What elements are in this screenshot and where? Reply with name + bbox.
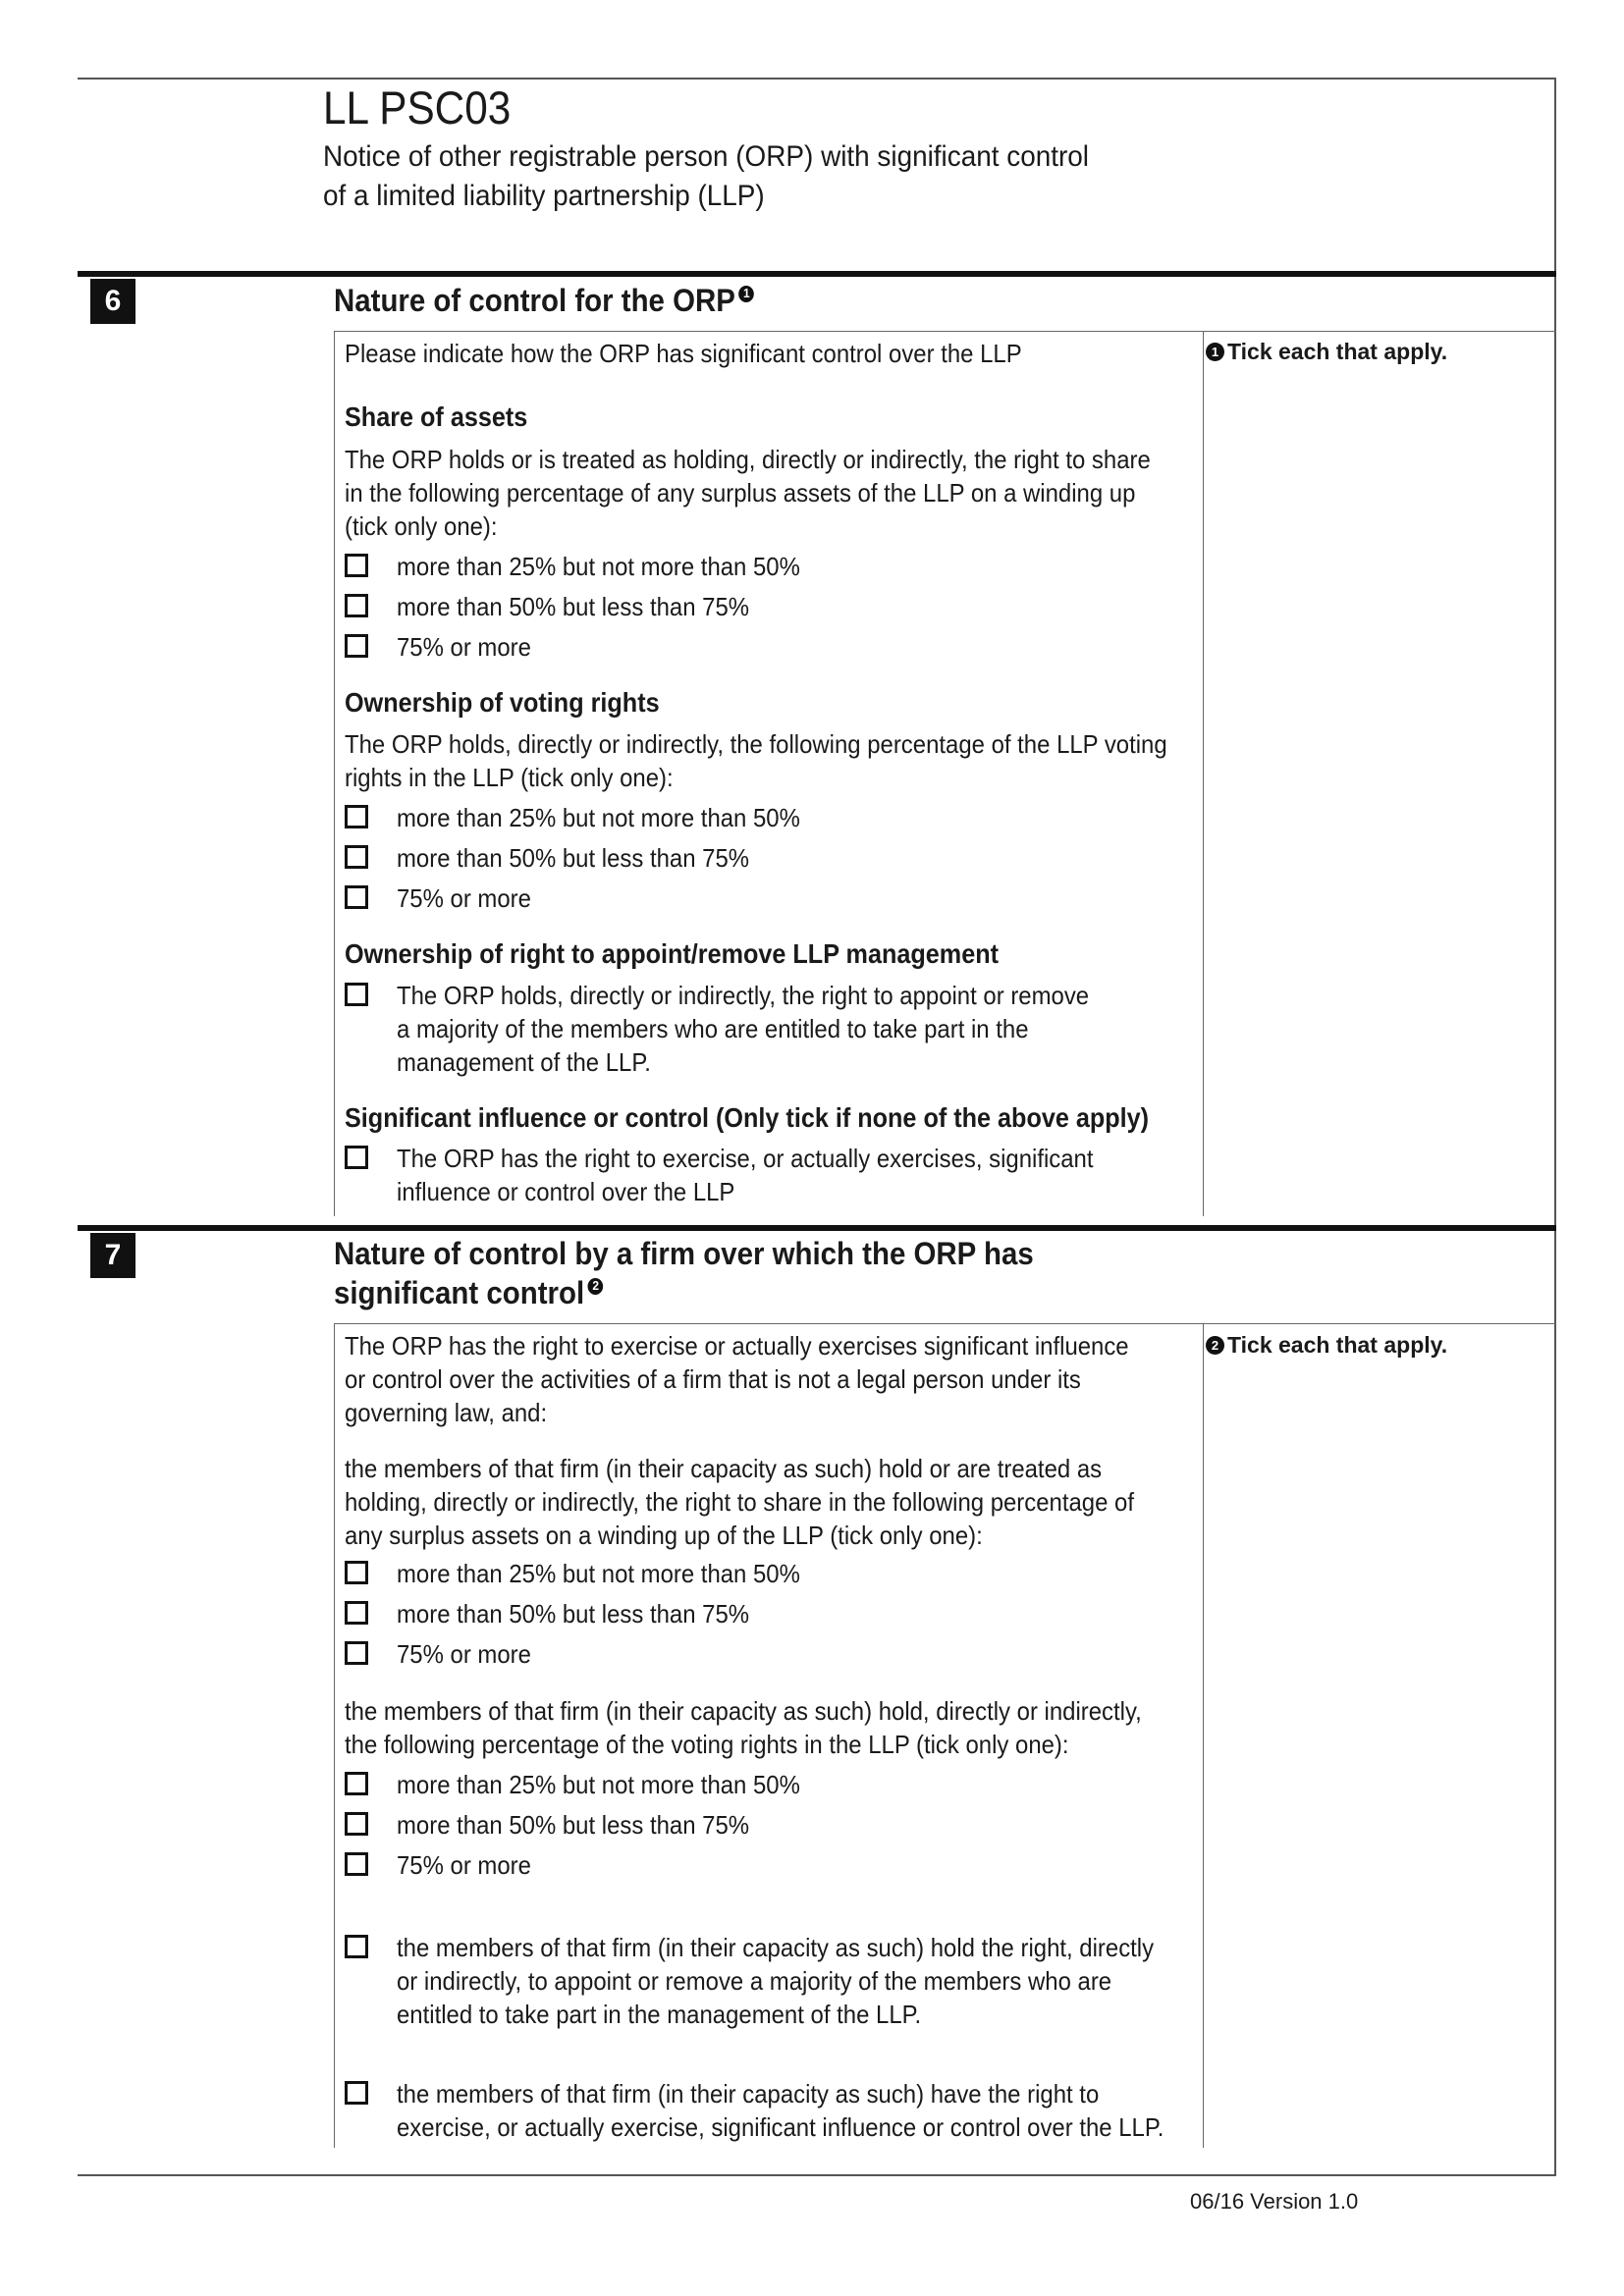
appoint-remove-heading: Ownership of right to appoint/remove LLP management	[345, 938, 1000, 969]
option-label: 75% or more	[397, 883, 531, 913]
text-line: in the following percentage of any surplus assets of the LLP on a winding up	[345, 478, 1136, 507]
text-line: management of the LLP.	[397, 1047, 651, 1077]
option-label: more than 25% but not more than 50%	[397, 1559, 800, 1588]
section-7-title	[334, 1234, 1034, 1312]
option-label: 75% or more	[397, 632, 531, 662]
option-label: more than 50% but less than 75%	[397, 1599, 750, 1629]
checkbox[interactable]	[345, 1812, 368, 1836]
assets-option-25-50[interactable]	[345, 550, 836, 583]
note-1-marker: 1	[739, 286, 755, 302]
firm-assets-option-75-plus[interactable]	[345, 1637, 543, 1671]
text-line: holding, directly or indirectly, the right to share in the following percentage of	[345, 1487, 1134, 1517]
section-6-rule	[78, 271, 1556, 277]
section-7-intro	[345, 1329, 1129, 1429]
section-6-intro: Please indicate how the ORP has significant control over the LLP	[345, 339, 1022, 368]
option-label	[397, 2077, 1164, 2144]
form-title-line: Notice of other registrable person (ORP) with significant control	[323, 140, 1089, 173]
voting-option-25-50[interactable]	[345, 801, 836, 834]
section-7-title-line	[334, 1273, 1034, 1312]
text-line: the members of that firm (in their capacity as such) have the right to	[397, 2079, 1100, 2109]
text-line: the members of that firm (in their capacity as such) hold or are treated as	[345, 1454, 1103, 1483]
assets-option-75-plus[interactable]	[345, 630, 543, 664]
section-6-note-text: Tick each that apply.	[1227, 339, 1448, 364]
text-line: The ORP holds, directly or indirectly, the right to appoint or remove	[397, 981, 1090, 1010]
section-6-note	[1206, 339, 1447, 365]
share-of-assets-text	[345, 443, 1151, 543]
text-line: The ORP has the right to exercise, or actually exercises, significant	[397, 1144, 1094, 1173]
version-label: 06/16 Version 1.0	[1190, 2189, 1359, 2214]
text-line: (tick only one):	[345, 511, 498, 541]
text-line: entitled to take part in the management of the LLP.	[397, 2000, 922, 2029]
voting-rights-text	[345, 727, 1167, 794]
firm-voting-text	[345, 1694, 1142, 1761]
checkbox[interactable]	[345, 1772, 368, 1795]
checkbox[interactable]	[345, 594, 368, 617]
checkbox[interactable]	[345, 805, 368, 828]
section-6-number: 6	[90, 279, 135, 324]
voting-rights-heading: Ownership of voting rights	[345, 687, 660, 718]
form-title-line: of a limited liability partnership (LLP)	[323, 180, 765, 212]
option-label: more than 25% but not more than 50%	[397, 803, 800, 832]
note-1-icon: 1	[1206, 343, 1224, 361]
note-2-marker: 2	[588, 1278, 604, 1295]
text-line: The ORP has the right to exercise or actually exercises significant influence	[345, 1331, 1129, 1361]
checkbox[interactable]	[345, 983, 368, 1006]
firm-voting-option-25-50[interactable]	[345, 1768, 836, 1801]
checkbox[interactable]	[345, 1852, 368, 1876]
checkbox[interactable]	[345, 2081, 368, 2105]
checkbox[interactable]	[345, 1601, 368, 1625]
section-6-title-text: Nature of control for the ORP	[334, 283, 735, 318]
voting-option-75-plus[interactable]	[345, 881, 543, 915]
option-label: 75% or more	[397, 1639, 531, 1669]
significant-influence-heading: Significant influence or control (Only tick if none of the above apply)	[345, 1102, 1150, 1133]
section-7-number: 7	[90, 1233, 135, 1278]
appoint-remove-option[interactable]	[345, 979, 1149, 1079]
section-7-box-left	[334, 1323, 335, 2148]
option-label: 75% or more	[397, 1850, 531, 1880]
significant-influence-option[interactable]	[345, 1142, 1154, 1208]
section-7-title-text: significant control	[334, 1275, 585, 1310]
section-7-rule	[78, 1225, 1556, 1231]
checkbox[interactable]	[345, 1641, 368, 1665]
note-2-icon: 2	[1206, 1336, 1224, 1355]
text-line: a majority of the members who are entitled to take part in the	[397, 1014, 1029, 1043]
section-7-note	[1206, 1332, 1447, 1359]
checkbox[interactable]	[345, 554, 368, 577]
text-line: governing law, and:	[345, 1398, 548, 1427]
text-line: or indirectly, to appoint or remove a majority of the members who are	[397, 1966, 1112, 1996]
firm-appoint-option[interactable]	[345, 1931, 1219, 2031]
section-7-box-top	[334, 1323, 1556, 1324]
option-label: more than 50% but less than 75%	[397, 592, 750, 621]
checkbox[interactable]	[345, 634, 368, 658]
form-title	[323, 137, 1089, 216]
text-line: exercise, or actually exercise, significant influence or control over the LLP.	[397, 2112, 1164, 2142]
option-label	[397, 979, 1089, 1079]
form-code: LL PSC03	[323, 81, 512, 133]
checkbox[interactable]	[345, 845, 368, 869]
voting-option-50-75[interactable]	[345, 841, 780, 875]
firm-voting-option-50-75[interactable]	[345, 1808, 780, 1842]
section-6-box-divider	[1203, 331, 1204, 1216]
text-line: The ORP holds, directly or indirectly, the following percentage of the LLP voting	[345, 729, 1167, 759]
firm-influence-option[interactable]	[345, 2077, 1230, 2144]
share-of-assets-heading: Share of assets	[345, 401, 528, 432]
firm-assets-option-50-75[interactable]	[345, 1597, 780, 1630]
section-6-title	[334, 281, 754, 320]
checkbox[interactable]	[345, 1561, 368, 1584]
section-6-box-top	[334, 331, 1556, 332]
firm-assets-option-25-50[interactable]	[345, 1557, 836, 1590]
checkbox[interactable]	[345, 885, 368, 909]
text-line: the members of that firm (in their capacity as such) hold, directly or indirectly,	[345, 1696, 1142, 1726]
text-line: The ORP holds or is treated as holding, directly or indirectly, the right to share	[345, 445, 1151, 474]
checkbox[interactable]	[345, 1935, 368, 1958]
checkbox[interactable]	[345, 1146, 368, 1169]
text-line: rights in the LLP (tick only one):	[345, 763, 674, 792]
text-line: the members of that firm (in their capacity as such) hold the right, directly	[397, 1933, 1155, 1962]
option-label: more than 25% but not more than 50%	[397, 552, 800, 581]
text-line: the following percentage of the voting rights in the LLP (tick only one):	[345, 1730, 1069, 1759]
section-7-note-text: Tick each that apply.	[1227, 1332, 1448, 1358]
option-label: more than 50% but less than 75%	[397, 843, 750, 873]
firm-voting-option-75-plus[interactable]	[345, 1848, 543, 1882]
text-line: influence or control over the LLP	[397, 1177, 735, 1206]
option-label: more than 25% but not more than 50%	[397, 1770, 800, 1799]
option-label: more than 50% but less than 75%	[397, 1810, 750, 1840]
text-line: any surplus assets on a winding up of the LLP (tick only one):	[345, 1521, 983, 1550]
option-label	[397, 1142, 1094, 1208]
firm-assets-text	[345, 1452, 1134, 1552]
section-7-title-line: Nature of control by a firm over which the ORP has	[334, 1236, 1034, 1271]
section-6-box-left	[334, 331, 335, 1216]
option-label	[397, 1931, 1154, 2031]
assets-option-50-75[interactable]	[345, 590, 780, 623]
text-line: or control over the activities of a firm that is not a legal person under its	[345, 1364, 1081, 1394]
